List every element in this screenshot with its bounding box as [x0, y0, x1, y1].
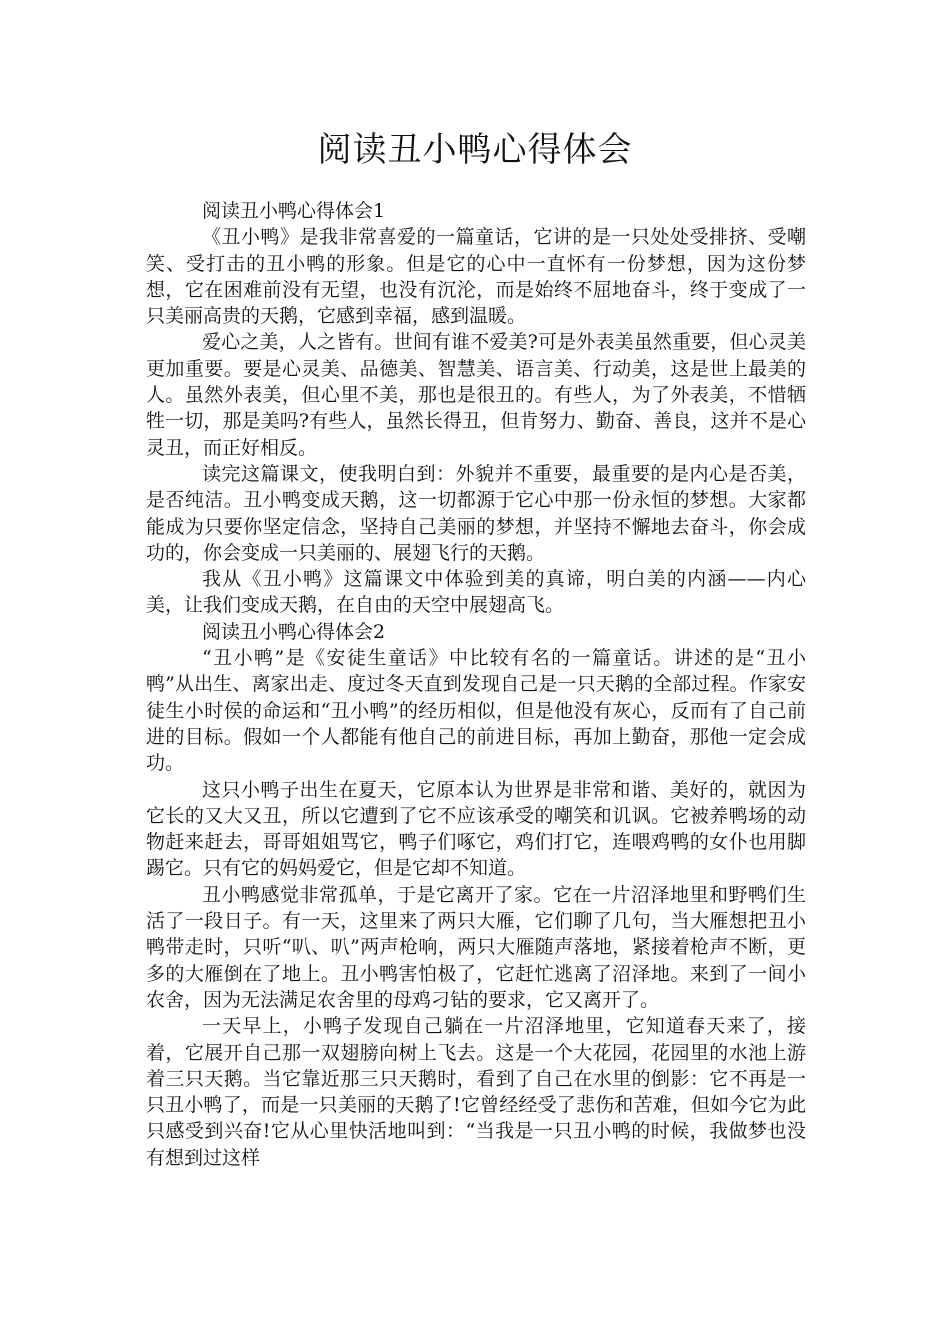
document-title: 阅读丑小鸭心得体会: [317, 130, 633, 170]
paragraph: “丑小鸭”是《安徒生童话》中比较有名的一篇童话。讲述的是“丑小鸭”从出生、离家出走、度过冬天直到发现自己是一只天鹅的全部过程。作家安徒生小时侯的命运和“丑小鸭”的经历相似，但是他没有灰心，反而有了自己前进的目标。假如一个人都能有他自己的前进目标，再加上勤奋，那他一定会成功。: [146, 647, 806, 775]
paragraph: 我从《丑小鸭》这篇课文中体验到美的真谛，明白美的内涵——内心美，让我们变成天鹅，在自由的天空中展翅高飞。: [146, 568, 806, 617]
paragraph: 《丑小鸭》是我非常喜爱的一篇童话，它讲的是一只处处受排挤、受嘲笑、受打击的丑小鸭的形象。但是它的心中一直怀有一份梦想，因为这份梦想，它在困难前没有无望，也没有沉沦，而是始终不屈地奋斗，终于变成了一只美丽高贵的天鹅，它感到幸福，感到温暖。: [146, 226, 806, 328]
paragraph: 读完这篇课文，使我明白到：外貌并不重要，最重要的是内心是否美，是否纯洁。丑小鸭变成天鹅，这一切都源于它心中那一份永恒的梦想。大家都能成为只要你坚定信念，坚持自己美丽的梦想，并坚持不懈地去奋斗，你会成功的，你会变成一只美丽的、展翅飞行的天鹅。: [146, 462, 806, 564]
paragraph: 一天早上，小鸭子发现自己躺在一片沼泽地里，它知道春天来了，接着，它展开自己那一双翅膀向树上飞去。这是一个大花园，花园里的水池上游着三只天鹅。当它靠近那三只天鹅时，看到了自己在水里的倒影：它不再是一只丑小鸭了，而是一只美丽的天鹅了!它曾经经受了悲伤和苦难，但如今它为此只感受到兴奋!它从心里快活地叫到：“当我是一只丑小鸭的时候，我做梦也没有想到过这样: [146, 1015, 806, 1169]
section-heading-2: 阅读丑小鸭心得体会2: [202, 620, 386, 643]
paragraph: 丑小鸭感觉非常孤单，于是它离开了家。它在一片沼泽地里和野鸭们生活了一段日子。有一天，这里来了两只大雁，它们聊了几句，当大雁想把丑小鸭带走时，只听“叭、叭”两声枪响，两只大雁随声落地，紧接着枪声不断，更多的大雁倒在了地上。丑小鸭害怕极了，它赶忙逃离了沼泽地。来到了一间小农舍，因为无法满足农舍里的母鸡刁钻的要求，它又离开了。: [146, 883, 806, 1011]
document-body: [146, 198, 806, 1171]
paragraph: 这只小鸭子出生在夏天，它原本认为世界是非常和谐、美好的，就因为它长的又大又丑，所以它遭到了它不应该承受的嘲笑和讥讽。它被养鸭场的动物赶来赶去，哥哥姐姐骂它，鸭子们啄它，鸡们打它，连喂鸡鸭的女仆也用脚踢它。只有它的妈妈爱它，但是它却不知道。: [146, 778, 806, 880]
section-heading-1: 阅读丑小鸭心得体会1: [202, 200, 386, 222]
paragraph: 爱心之美，人之皆有。世间有谁不爱美?可是外表美虽然重要，但心灵美更加重要。要是心灵美、品德美、智慧美、语言美、行动美，这是世上最美的人。虽然外表美，但心里不美，那也是很丑的。有些人，为了外表美，不惜牺牲一切，那是美吗?有些人，虽然长得丑，但肯努力、勤奋、善良，这并不是心灵丑，而正好相反。: [146, 331, 806, 459]
